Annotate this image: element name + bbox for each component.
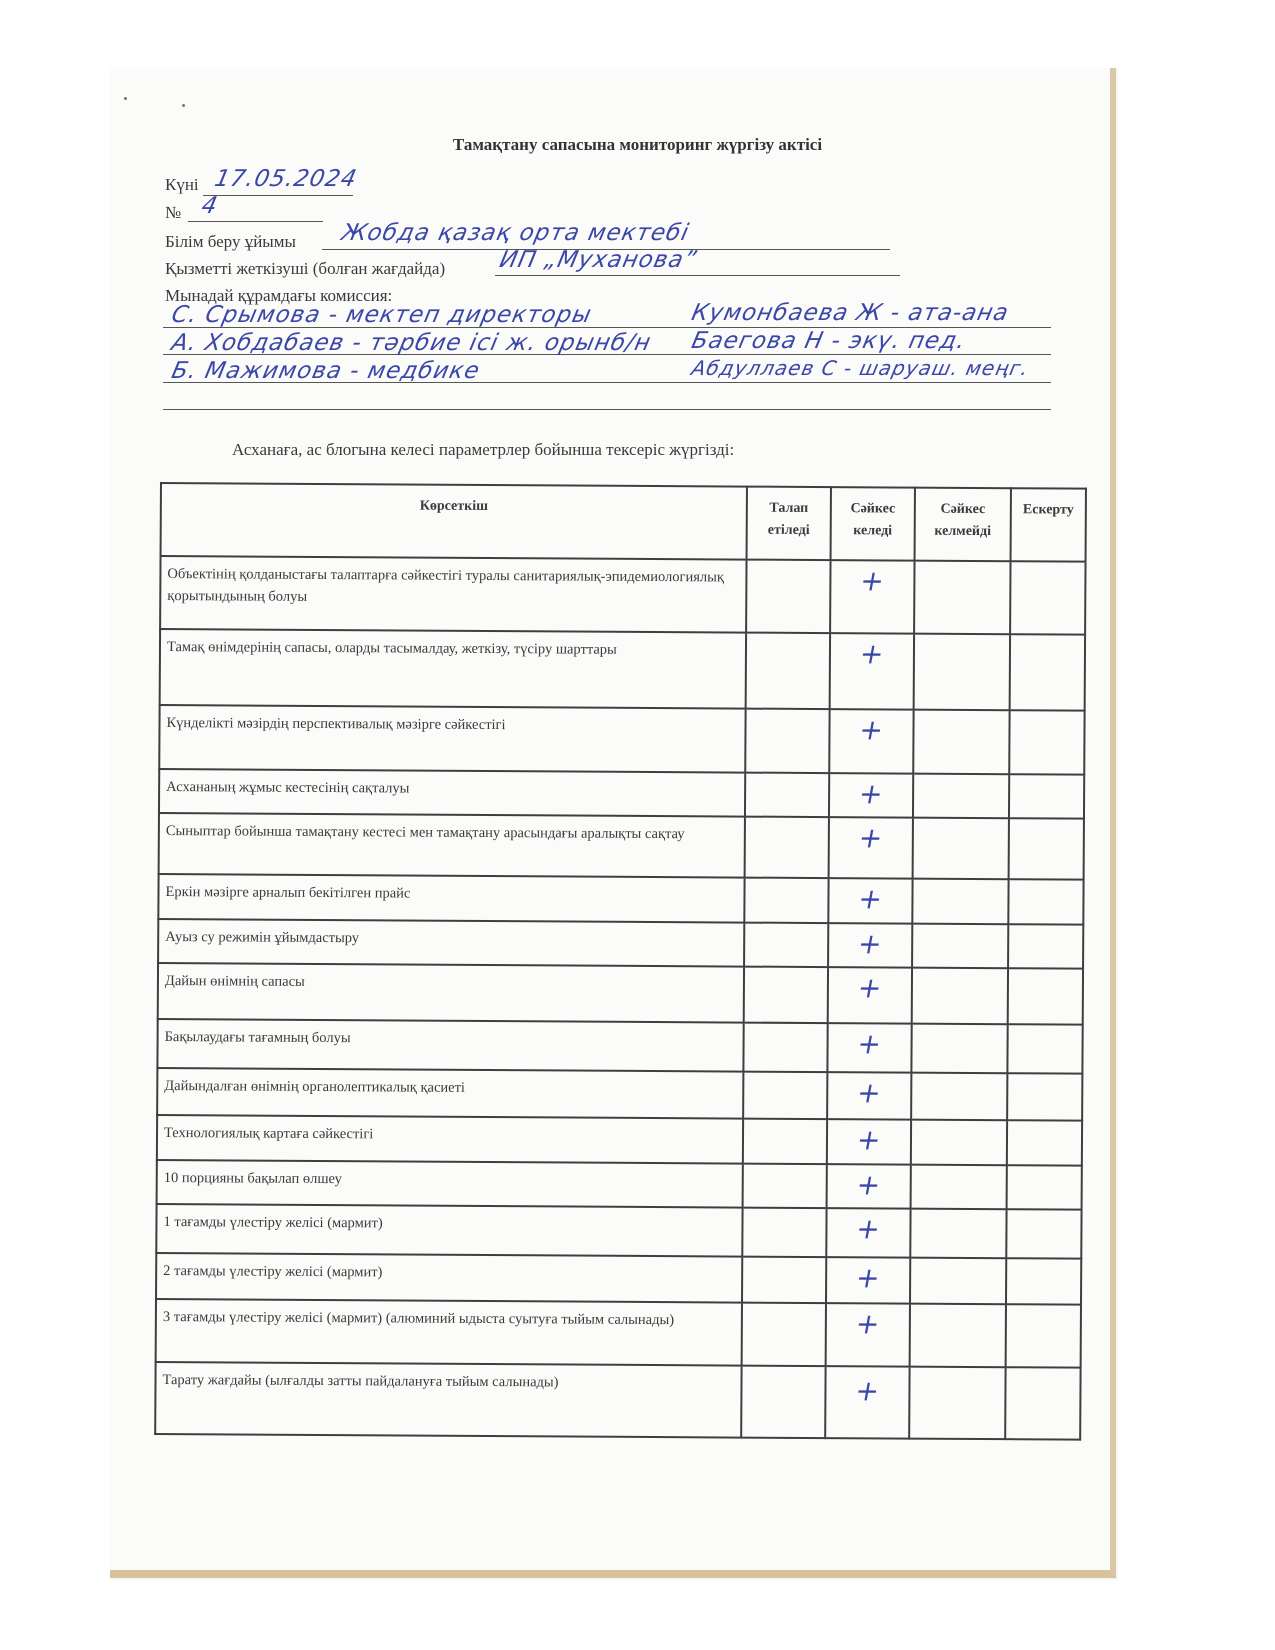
row-complies — [827, 1164, 911, 1209]
row-required — [744, 967, 828, 1024]
row-not-complies — [911, 1120, 1007, 1165]
check-mark: + — [854, 1027, 885, 1061]
check-mark: + — [856, 713, 887, 747]
row-complies — [829, 709, 913, 774]
row-required — [742, 1257, 826, 1304]
table-row — [156, 1204, 1081, 1259]
row-not-complies — [912, 968, 1008, 1025]
row-required — [743, 1163, 827, 1208]
row-required — [746, 633, 830, 710]
table-row — [158, 874, 1083, 924]
row-not-complies — [911, 1024, 1007, 1074]
row-not-complies — [910, 1209, 1006, 1259]
row-not-complies — [913, 774, 1009, 819]
row-complies — [830, 633, 914, 710]
row-note — [1007, 1074, 1082, 1121]
date-label: Күні — [165, 175, 199, 194]
row-note — [1006, 1259, 1081, 1305]
row-indicator: Дайын өнімнің сапасы — [158, 963, 744, 1023]
row-indicator: Асхананың жұмыс кестесінің сақталуы — [159, 769, 745, 817]
row-complies — [829, 773, 913, 818]
check-mark: + — [852, 1374, 883, 1408]
row-required — [745, 773, 829, 818]
commission-member-5: Баегова Н - экү. пед. — [689, 328, 969, 354]
row-note — [1009, 774, 1084, 819]
check-mark: + — [857, 637, 887, 671]
header-complies: Сәйкес келеді — [831, 487, 915, 561]
row-required — [745, 817, 829, 879]
row-complies — [828, 923, 912, 968]
row-note — [1010, 561, 1085, 634]
row-indicator: Дайындалған өнімнің органолептикалық қасиеті — [157, 1068, 743, 1119]
row-required — [743, 1119, 827, 1164]
table-row — [159, 769, 1084, 819]
provider-value: ИП „Муханова” — [497, 247, 700, 273]
commission-member-4: Кумонбаева Ж - ата-ана — [689, 300, 1012, 326]
commission-line-4 — [163, 409, 1051, 410]
row-indicator: 3 тағамды үлестіру желісі (мармит) (алюминий ыдыста суытуға тыйым салынады) — [156, 1299, 742, 1366]
row-not-complies — [910, 1304, 1006, 1368]
row-not-complies — [912, 924, 1008, 969]
commission-member-2: А. Хобдабаев - тәрбие ісі ж. орынб/н — [169, 330, 654, 356]
table-row — [158, 963, 1083, 1025]
row-indicator: Технологиялық картаға сәйкестігі — [157, 1115, 743, 1163]
row-complies — [827, 1023, 911, 1073]
row-note — [1008, 969, 1083, 1025]
check-mark: + — [854, 1123, 884, 1157]
paper-speck — [124, 97, 127, 100]
check-mark: + — [853, 1212, 884, 1246]
row-indicator: 10 порцияны бақылап өлшеу — [157, 1160, 743, 1208]
document-title: Тамақтану сапасына мониторинг жүргізу актісі — [452, 135, 823, 154]
row-indicator: Еркін мәзірге арналып бекітілген прайс — [158, 874, 744, 922]
row-note — [1007, 1165, 1082, 1210]
row-indicator: Ауыз су режимін ұйымдастыру — [158, 919, 744, 967]
check-mark: + — [856, 821, 886, 855]
org-value: Жобда қазақ орта мектебі — [339, 220, 692, 246]
monitoring-table — [154, 482, 1087, 1441]
row-note — [1010, 634, 1085, 710]
row-required — [743, 1023, 827, 1073]
row-required — [745, 709, 829, 774]
table-row — [157, 1115, 1082, 1165]
row-not-complies — [912, 879, 1008, 924]
check-mark: + — [853, 1261, 883, 1295]
row-not-complies — [909, 1367, 1005, 1440]
row-not-complies — [910, 1258, 1006, 1305]
commission-member-1: С. Срымова - мектеп директоры — [169, 302, 595, 328]
table-row — [160, 556, 1085, 635]
check-mark: + — [853, 1307, 883, 1341]
row-note — [1006, 1210, 1081, 1259]
table-header-row — [161, 483, 1086, 562]
provider-label: Қызметті жеткізуші (болған жағдайда) — [165, 259, 446, 278]
row-required — [741, 1366, 825, 1439]
row-note — [1009, 819, 1084, 880]
number-label: № — [165, 203, 182, 222]
number-underline — [188, 221, 323, 222]
row-indicator: Сыныптар бойынша тамақтану кестесі мен тамақтану арасындағы аралықты сақтау — [159, 813, 745, 878]
table-row — [160, 629, 1085, 711]
table-row — [159, 813, 1084, 880]
header-required: Талап етіледі — [747, 487, 831, 561]
row-complies — [827, 1072, 911, 1120]
row-required — [742, 1303, 826, 1367]
table-row — [158, 919, 1083, 969]
row-indicator: Бақылаудағы тағамның болуы — [157, 1019, 743, 1072]
row-note — [1005, 1368, 1080, 1440]
inspection-intro: Асханаға, ас блогына келесі параметрлер бойынша тексеріс жүргізді: — [232, 440, 735, 459]
row-required — [744, 923, 828, 968]
table-row — [157, 1019, 1082, 1074]
check-mark: + — [855, 971, 885, 1005]
row-required — [743, 1072, 827, 1120]
header-note: Ескерту — [1011, 488, 1086, 561]
table-row — [157, 1160, 1082, 1210]
provider-underline — [495, 275, 900, 276]
date-value: 17.05.2024 — [212, 166, 360, 192]
row-complies — [828, 967, 912, 1024]
header-not-complies: Сәйкес келмейді — [915, 488, 1011, 562]
commission-member-3: Б. Мажимова - медбике — [169, 358, 483, 384]
row-note — [1006, 1305, 1081, 1368]
row-required — [742, 1208, 826, 1258]
row-indicator: 2 тағамды үлестіру желісі (мармит) — [156, 1253, 742, 1303]
date-underline — [203, 195, 353, 196]
row-indicator: Объектінің қолданыстағы талаптарға сәйкестігі туралы санитариялық-эпидемиологиялық қорытындының болуы — [160, 556, 746, 633]
table-row — [156, 1253, 1081, 1305]
table-row — [155, 1362, 1080, 1440]
row-complies — [830, 560, 914, 634]
table-row — [156, 1299, 1081, 1368]
row-required — [744, 878, 828, 923]
check-mark: + — [857, 564, 888, 598]
row-complies — [828, 879, 912, 924]
row-not-complies — [913, 710, 1009, 775]
commission-member-6: Абдуллаев С - шаруаш. меңг. — [689, 356, 1032, 380]
row-complies — [825, 1366, 909, 1439]
row-not-complies — [911, 1073, 1007, 1121]
row-complies — [826, 1208, 910, 1258]
row-indicator: Тарату жағдайы (ылғалды затты пайдалануға тыйым салынады) — [155, 1362, 741, 1438]
row-note — [1007, 1025, 1082, 1074]
row-not-complies — [914, 634, 1010, 711]
table-row — [157, 1068, 1082, 1121]
row-complies — [829, 818, 913, 880]
row-required — [746, 560, 830, 634]
row-indicator: 1 тағамды үлестіру желісі (мармит) — [156, 1204, 742, 1257]
row-complies — [827, 1119, 911, 1164]
row-not-complies — [913, 818, 1009, 880]
check-mark: + — [854, 1076, 885, 1110]
row-note — [1008, 924, 1083, 969]
row-note — [1007, 1121, 1082, 1166]
row-complies — [826, 1257, 910, 1304]
commission-label: Мынадай құрамдағы комиссия: — [165, 286, 393, 305]
check-mark: + — [854, 1168, 884, 1202]
paper-speck — [182, 104, 185, 107]
row-indicator: Күнделікті мәзірдің перспективалық мәзірге сәйкестігі — [159, 705, 745, 773]
table-row — [159, 705, 1084, 775]
check-mark: + — [856, 777, 886, 811]
org-label: Білім беру ұйымы — [165, 232, 296, 251]
row-not-complies — [914, 561, 1010, 635]
row-note — [1009, 710, 1084, 774]
row-not-complies — [911, 1164, 1007, 1209]
number-value: 4 — [199, 193, 221, 219]
row-note — [1008, 880, 1083, 925]
row-complies — [826, 1303, 910, 1367]
row-indicator: Тамақ өнімдерінің сапасы, оларды тасымалдау, жеткізу, түсіру шарттары — [160, 629, 746, 709]
check-mark: + — [855, 882, 886, 916]
check-mark: + — [855, 927, 886, 961]
header-indicator: Көрсеткіш — [161, 483, 747, 560]
